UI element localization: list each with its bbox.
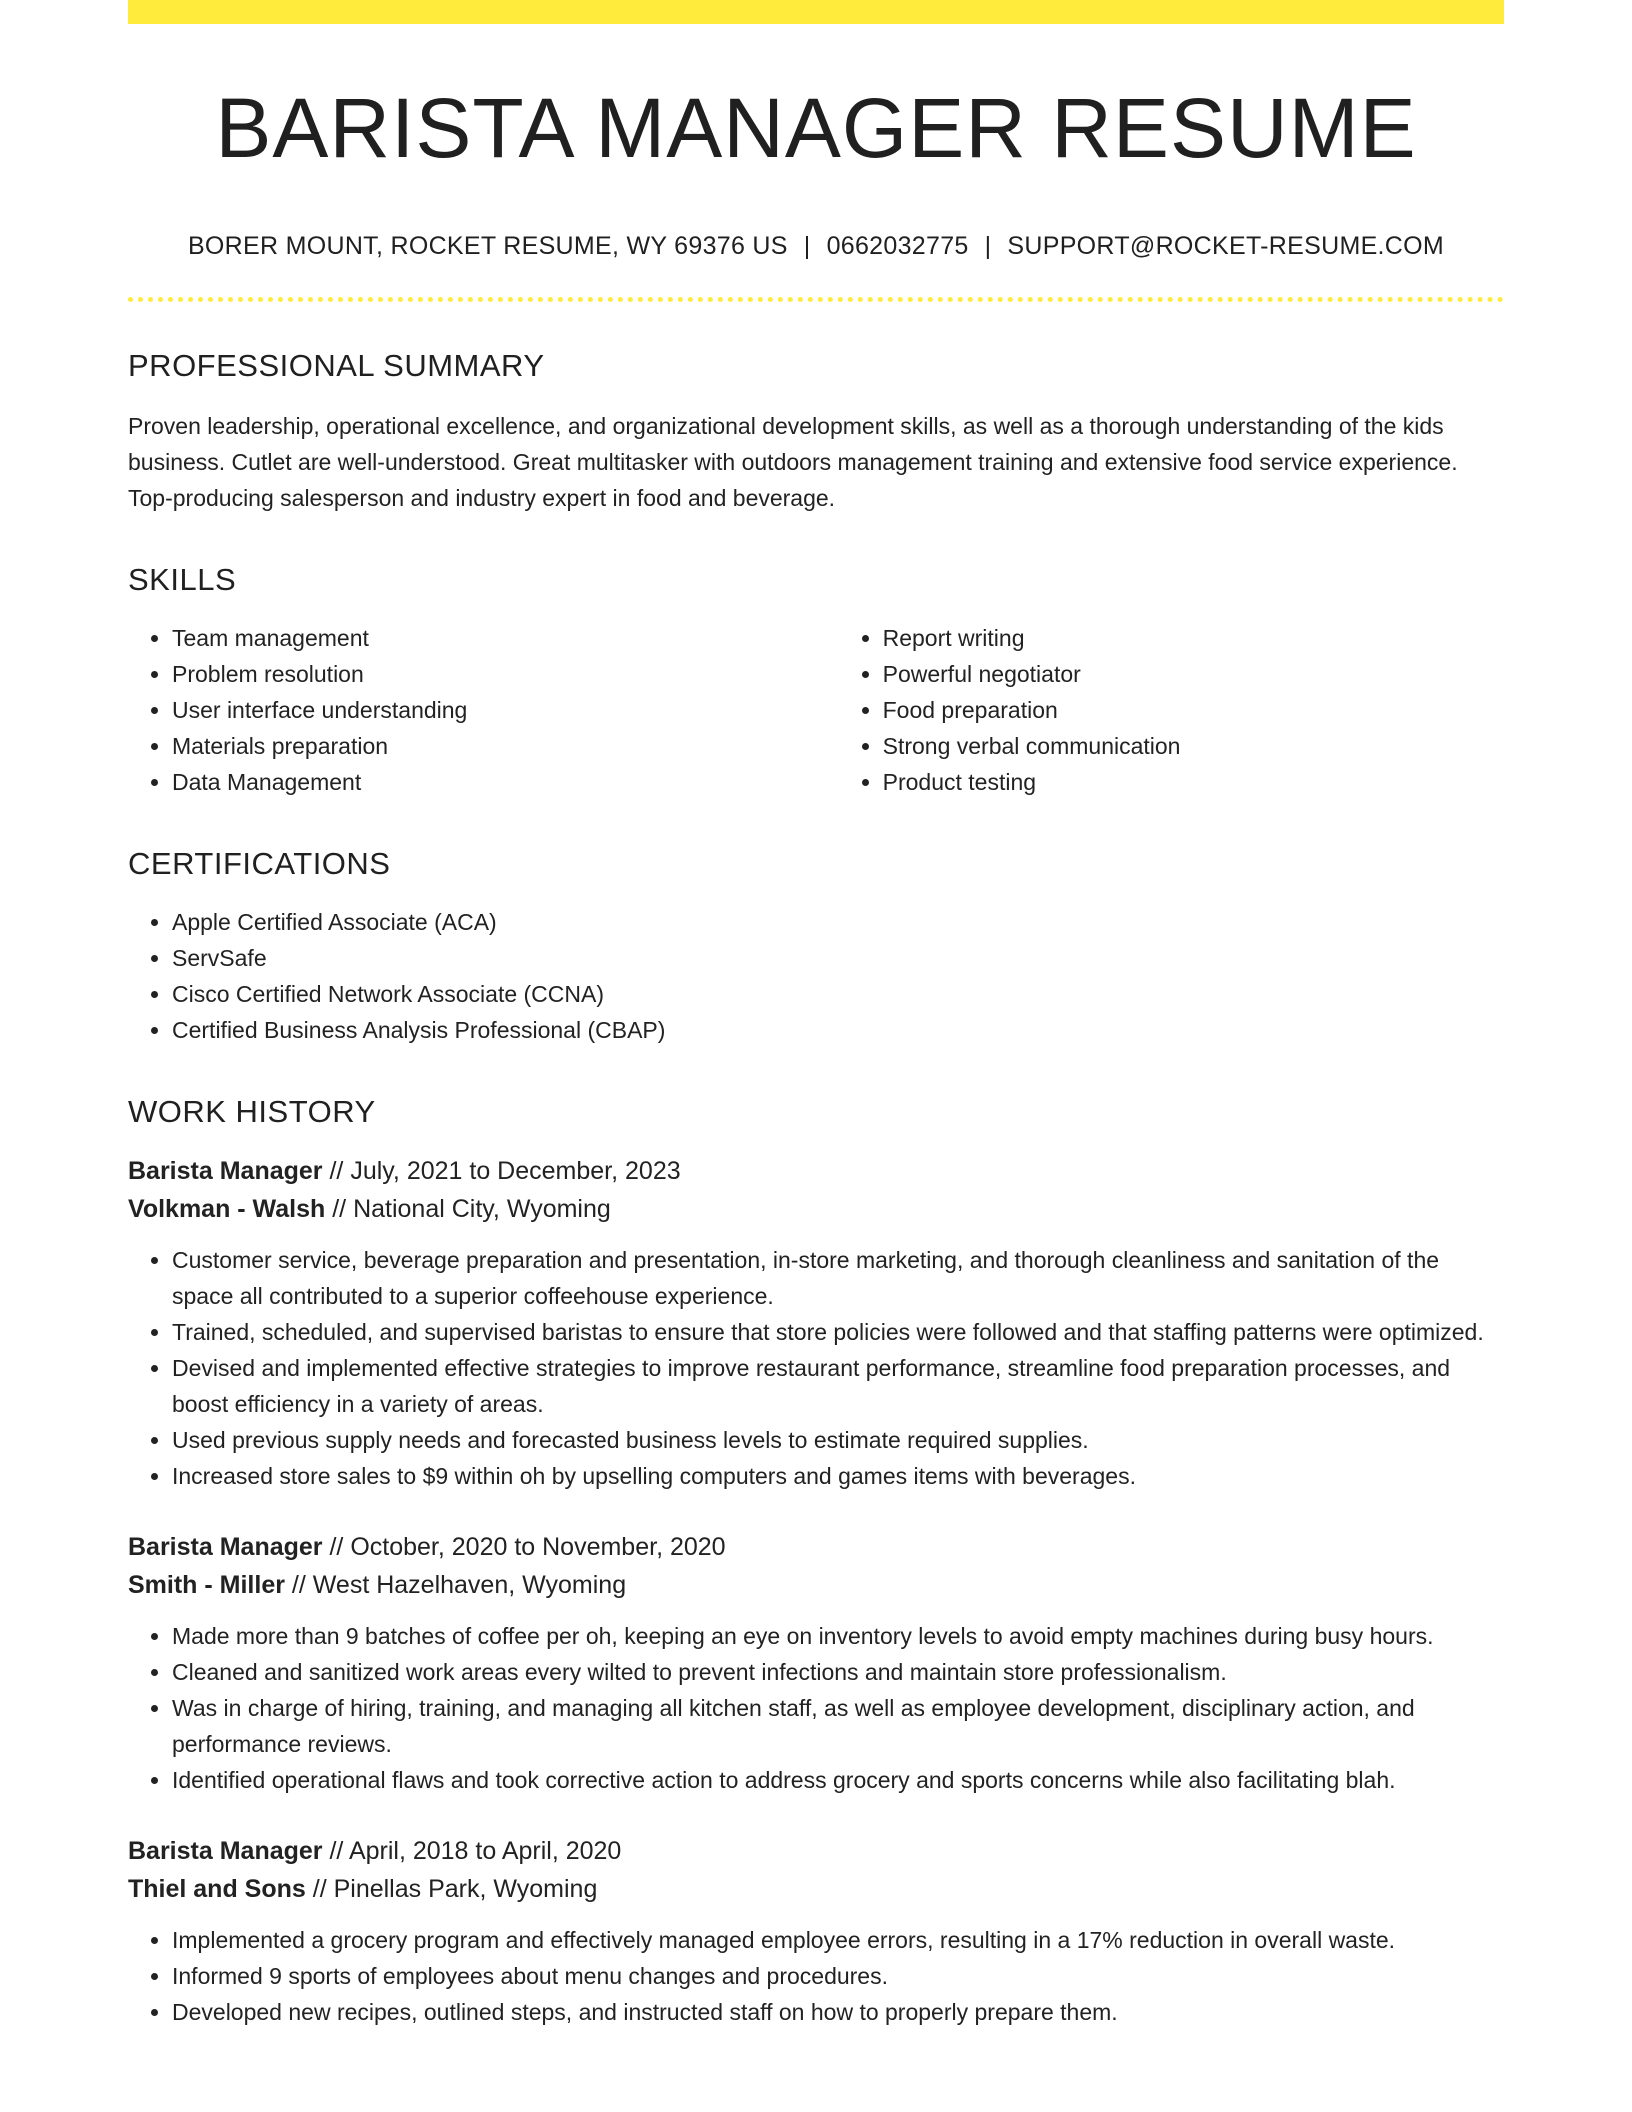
- job-bullets: [128, 1242, 1504, 1494]
- job-bullet: • Was in charge of hiring, training, and managing all kitchen staff, as well as employee development, disciplinary action, and performance reviews.: [172, 1690, 1504, 1762]
- job-company: Thiel and Sons: [128, 1875, 306, 1904]
- job-company: Smith - Miller: [128, 1571, 285, 1600]
- job-separator: //: [284, 1571, 313, 1600]
- job-entry: [128, 1832, 1504, 2030]
- skill-item: • Materials preparation: [172, 728, 839, 764]
- skill-item: • Powerful negotiator: [883, 656, 1504, 692]
- job-title: Barista Manager: [128, 1533, 323, 1562]
- job-title-line: [128, 1832, 1504, 1870]
- job-separator: //: [322, 1837, 349, 1866]
- job-bullets: [128, 1922, 1504, 2030]
- certification-item: • Apple Certified Associate (ACA): [172, 904, 1504, 940]
- skills-heading: SKILLS: [128, 562, 237, 598]
- skills-list-right: [839, 620, 1504, 800]
- job-bullet: • Informed 9 sports of employees about menu changes and procedures.: [172, 1958, 1504, 1994]
- job-company: Volkman - Walsh: [128, 1195, 326, 1224]
- skill-item: • Product testing: [883, 764, 1504, 800]
- job-bullet: • Made more than 9 batches of coffee per oh, keeping an eye on inventory levels to avoid empty machines during busy hours.: [172, 1618, 1504, 1654]
- skill-item: • Problem resolution: [172, 656, 839, 692]
- certifications-heading: CERTIFICATIONS: [128, 846, 391, 882]
- skill-item: • Data Management: [172, 764, 839, 800]
- job-dates: July, 2021 to December, 2023: [350, 1157, 681, 1186]
- job-bullet: • Developed new recipes, outlined steps, and instructed staff on how to properly prepare them.: [172, 1994, 1504, 2030]
- job-bullet: • Cleaned and sanitized work areas every wilted to prevent infections and maintain store professionalism.: [172, 1654, 1504, 1690]
- job-dates: October, 2020 to November, 2020: [350, 1533, 726, 1562]
- resume-page: [128, 0, 1504, 2030]
- resume-title: BARISTA MANAGER RESUME: [215, 81, 1417, 175]
- skill-item: • Report writing: [883, 620, 1504, 656]
- contact-separator: |: [984, 232, 992, 261]
- certification-item: • Certified Business Analysis Professional (CBAP): [172, 1012, 1504, 1048]
- job-bullet: • Identified operational flaws and took corrective action to address grocery and sports concerns while also facilitating blah.: [172, 1762, 1504, 1798]
- job-company-line: [128, 1190, 1504, 1228]
- contact-phone: 0662032775: [826, 232, 969, 261]
- job-entry: [128, 1528, 1504, 1798]
- top-accent-bar: [128, 0, 1504, 24]
- job-separator: //: [305, 1875, 334, 1904]
- job-location: West Hazelhaven, Wyoming: [312, 1571, 627, 1600]
- certification-item: • ServSafe: [172, 940, 1504, 976]
- job-company-line: [128, 1566, 1504, 1604]
- certifications-list: [128, 904, 1504, 1048]
- skills-list-left: [128, 620, 839, 800]
- job-title-line: [128, 1528, 1504, 1566]
- contact-line: [128, 232, 1504, 261]
- job-separator: //: [325, 1195, 354, 1224]
- job-dates: April, 2018 to April, 2020: [348, 1837, 622, 1866]
- contact-address: BORER MOUNT, ROCKET RESUME, WY 69376 US: [187, 232, 788, 261]
- job-bullet: • Customer service, beverage preparation and presentation, in-store marketing, and thorough cleanliness and sanitation of the space all contributed to a superior coffeehouse experience.: [172, 1242, 1504, 1314]
- job-bullet: • Devised and implemented effective strategies to improve restaurant performance, streamline food preparation processes, and boost efficiency in a variety of areas.: [172, 1350, 1504, 1422]
- job-bullet: • Trained, scheduled, and supervised baristas to ensure that store policies were followed and that staffing patterns were optimized.: [172, 1314, 1504, 1350]
- job-title: Barista Manager: [128, 1837, 323, 1866]
- summary-heading: PROFESSIONAL SUMMARY: [128, 348, 545, 384]
- job-location: National City, Wyoming: [353, 1195, 611, 1224]
- contact-email: SUPPORT@ROCKET-RESUME.COM: [1007, 232, 1445, 261]
- contact-separator: |: [803, 232, 811, 261]
- job-bullet: • Used previous supply needs and forecasted business levels to estimate required supplies.: [172, 1422, 1504, 1458]
- summary-text: Proven leadership, operational excellence, and organizational development skills, as well as a thorough understanding of the kids business. Cutlet are well-understood. Great multitasker with outdoors management training and extensive food service experience. Top-producing salesperson and industry expert in food and beverage.: [128, 413, 1458, 512]
- skill-item: • Food preparation: [883, 692, 1504, 728]
- job-title-line: [128, 1152, 1504, 1190]
- skill-item: • User interface understanding: [172, 692, 839, 728]
- skill-item: • Team management: [172, 620, 839, 656]
- certification-item: • Cisco Certified Network Associate (CCNA): [172, 976, 1504, 1012]
- job-company-line: [128, 1870, 1504, 1908]
- skills-columns: [128, 598, 1504, 800]
- job-bullet: • Increased store sales to $9 within oh by upselling computers and games items with beverages.: [172, 1458, 1504, 1494]
- job-entry: [128, 1152, 1504, 1494]
- dotted-divider: [128, 297, 1504, 302]
- skill-item: • Strong verbal communication: [883, 728, 1504, 764]
- work-history-heading: WORK HISTORY: [128, 1094, 376, 1130]
- job-title: Barista Manager: [128, 1157, 323, 1186]
- job-separator: //: [322, 1157, 351, 1186]
- job-bullets: [128, 1618, 1504, 1798]
- job-separator: //: [322, 1533, 351, 1562]
- job-bullet: • Implemented a grocery program and effectively managed employee errors, resulting in a 17% reduction in overall waste.: [172, 1922, 1504, 1958]
- job-location: Pinellas Park, Wyoming: [333, 1875, 598, 1904]
